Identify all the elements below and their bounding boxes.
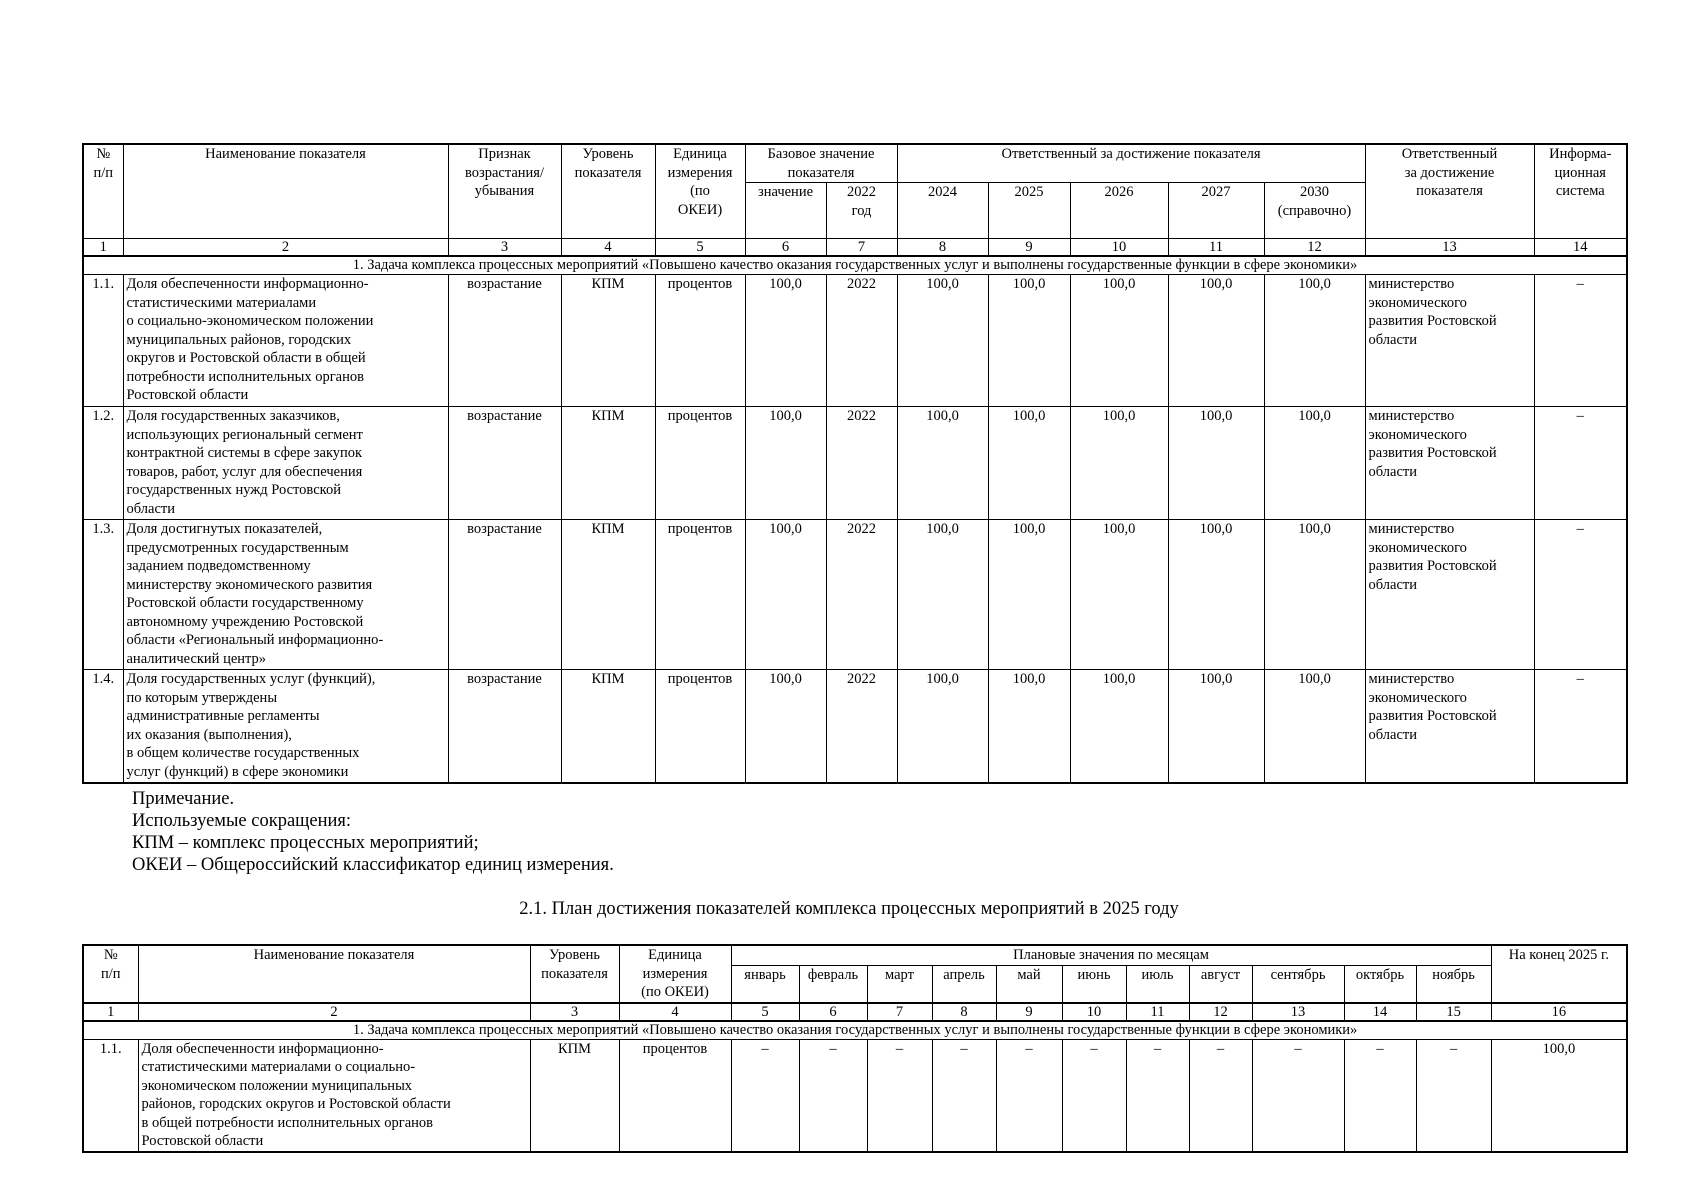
row-value-2026: 100,0	[1070, 670, 1168, 783]
row-value-2026: 100,0	[1070, 407, 1168, 520]
row-infosys: –	[1534, 407, 1627, 520]
row-sign: возрастание	[448, 520, 561, 670]
header-month: июль	[1126, 965, 1189, 1003]
row-base-value: 100,0	[745, 275, 826, 407]
col-number: 1	[83, 1003, 138, 1021]
header-2030: 2030 (справочно)	[1264, 183, 1365, 239]
row-month-value: –	[1344, 1039, 1416, 1152]
col-number: 2	[123, 239, 448, 257]
col-number: 12	[1189, 1003, 1252, 1021]
row-base-value: 100,0	[745, 670, 826, 783]
row-num: 1.1.	[83, 275, 123, 407]
row-sign: возрастание	[448, 275, 561, 407]
col-number: 16	[1491, 1003, 1627, 1021]
row-month-value: –	[1189, 1039, 1252, 1152]
table-row	[83, 1039, 1627, 1152]
col-number: 5	[655, 239, 745, 257]
col-number: 10	[1062, 1003, 1126, 1021]
header-name: Наименование показателя	[123, 144, 448, 239]
table-row	[83, 670, 1627, 783]
row-base-year: 2022	[826, 407, 897, 520]
row-month-value: –	[1252, 1039, 1344, 1152]
row-base-year: 2022	[826, 670, 897, 783]
row-responsible: министерство экономического развития Ростовской области	[1365, 275, 1534, 407]
table-row	[83, 275, 1627, 407]
task-title: 1. Задача комплекса процессных мероприятий «Повышено качество оказания государственных услуг и выполнены государственные функции в сфере экономики»	[83, 1021, 1627, 1040]
row-base-year: 2022	[826, 275, 897, 407]
row-month-value: –	[731, 1039, 799, 1152]
notes-title: Примечание.	[132, 789, 235, 809]
row-num: 1.1.	[83, 1039, 138, 1152]
col-number: 3	[530, 1003, 619, 1021]
col-number: 3	[448, 239, 561, 257]
header-infosys: Информа- ционная система	[1534, 144, 1627, 239]
col-number: 9	[996, 1003, 1062, 1021]
row-value-2024: 100,0	[897, 670, 988, 783]
column-numbers-row	[83, 1003, 1627, 1021]
row-value-2025: 100,0	[988, 520, 1070, 670]
header-base-value: значение	[745, 183, 826, 239]
notes-abbr-title: Используемые сокращения:	[132, 811, 352, 831]
row-month-value: –	[799, 1039, 867, 1152]
header-month: март	[867, 965, 932, 1003]
row-month-value: –	[996, 1039, 1062, 1152]
row-level: КПМ	[530, 1039, 619, 1152]
row-unit: процентов	[655, 407, 745, 520]
row-base-year: 2022	[826, 520, 897, 670]
header-month: ноябрь	[1416, 965, 1491, 1003]
row-num: 1.4.	[83, 670, 123, 783]
header-values-group: Ответственный за достижение показателя	[897, 144, 1365, 183]
row-value-2030: 100,0	[1264, 670, 1365, 783]
header-2027: 2027	[1168, 183, 1264, 239]
row-level: КПМ	[561, 275, 655, 407]
header-unit: Единица измерения (по ОКЕИ)	[655, 144, 745, 239]
task-row	[83, 1021, 1627, 1040]
header-month: апрель	[932, 965, 996, 1003]
row-value-2024: 100,0	[897, 407, 988, 520]
row-num: 1.2.	[83, 407, 123, 520]
row-value-2025: 100,0	[988, 670, 1070, 783]
row-infosys: –	[1534, 520, 1627, 670]
header-sign: Признак возрастания/ убывания	[448, 144, 561, 239]
col-number: 14	[1534, 239, 1627, 257]
col-number: 2	[138, 1003, 530, 1021]
task-row	[83, 256, 1627, 275]
row-sign: возрастание	[448, 407, 561, 520]
header-num: № п/п	[83, 144, 123, 239]
row-month-value: –	[932, 1039, 996, 1152]
header-month: май	[996, 965, 1062, 1003]
row-unit: процентов	[655, 520, 745, 670]
col-number: 7	[826, 239, 897, 257]
notes-okei: ОКЕИ – Общероссийский классификатор единиц измерения.	[132, 855, 614, 875]
header-end-of-year: На конец 2025 г.	[1491, 945, 1627, 1003]
header-2025: 2025	[988, 183, 1070, 239]
header-month: февраль	[799, 965, 867, 1003]
row-responsible: министерство экономического развития Ростовской области	[1365, 407, 1534, 520]
column-numbers-row	[83, 239, 1627, 257]
row-base-value: 100,0	[745, 520, 826, 670]
row-value-2027: 100,0	[1168, 520, 1264, 670]
col-number: 6	[799, 1003, 867, 1021]
row-month-value: –	[867, 1039, 932, 1152]
row-month-value: –	[1062, 1039, 1126, 1152]
col-number: 8	[932, 1003, 996, 1021]
col-number: 8	[897, 239, 988, 257]
header-month: август	[1189, 965, 1252, 1003]
row-value-2030: 100,0	[1264, 407, 1365, 520]
row-value-2026: 100,0	[1070, 520, 1168, 670]
header-responsible: Ответственный за достижение показателя	[1365, 144, 1534, 239]
row-indicator-name: Доля достигнутых показателей, предусмотренных государственным заданием подведомственному министерству экономического развития Ростовской области государственному автономному учреждению Ростовской области «Региональный информационно- аналитический центр»	[123, 520, 448, 670]
section-title: 2.1. План достижения показателей комплекса процессных мероприятий в 2025 году	[519, 899, 1179, 919]
header-2024: 2024	[897, 183, 988, 239]
row-infosys: –	[1534, 670, 1627, 783]
header-num: № п/п	[83, 945, 138, 1003]
row-value-2024: 100,0	[897, 275, 988, 407]
col-number: 11	[1126, 1003, 1189, 1021]
col-number: 14	[1344, 1003, 1416, 1021]
row-indicator-name: Доля государственных услуг (функций), по которым утверждены административные регламенты их оказания (выполнения), в общем количестве государственных услуг (функций) в сфере экономики	[123, 670, 448, 783]
col-number: 4	[619, 1003, 731, 1021]
row-value-2027: 100,0	[1168, 407, 1264, 520]
header-name: Наименование показателя	[138, 945, 530, 1003]
header-month: сентябрь	[1252, 965, 1344, 1003]
row-value-2025: 100,0	[988, 407, 1070, 520]
col-number: 15	[1416, 1003, 1491, 1021]
row-responsible: министерство экономического развития Ростовской области	[1365, 670, 1534, 783]
row-level: КПМ	[561, 407, 655, 520]
row-level: КПМ	[561, 670, 655, 783]
header-month: январь	[731, 965, 799, 1003]
row-month-value: –	[1416, 1039, 1491, 1152]
col-number: 4	[561, 239, 655, 257]
row-unit: процентов	[655, 670, 745, 783]
notes-kpm: КПМ – комплекс процессных мероприятий;	[132, 833, 479, 853]
header-2026: 2026	[1070, 183, 1168, 239]
header-level: Уровень показателя	[561, 144, 655, 239]
row-value-2030: 100,0	[1264, 275, 1365, 407]
row-unit: процентов	[619, 1039, 731, 1152]
row-sign: возрастание	[448, 670, 561, 783]
notes-block	[132, 788, 614, 876]
header-base: Базовое значение показателя	[745, 144, 897, 183]
header-months-group: Плановые значения по месяцам	[731, 945, 1491, 965]
col-number: 9	[988, 239, 1070, 257]
col-number: 11	[1168, 239, 1264, 257]
header-level: Уровень показателя	[530, 945, 619, 1003]
col-number: 1	[83, 239, 123, 257]
row-value-2027: 100,0	[1168, 275, 1264, 407]
header-row-1	[83, 144, 1627, 183]
table-row	[83, 407, 1627, 520]
header-month: октябрь	[1344, 965, 1416, 1003]
row-indicator-name: Доля обеспеченности информационно- статистическими материалами о социально- экономическом положении муниципальных районов, городских округов и Ростовской области в общей потребности исполнительных органов Ростовской области	[138, 1039, 530, 1152]
row-responsible: министерство экономического развития Ростовской области	[1365, 520, 1534, 670]
col-number: 10	[1070, 239, 1168, 257]
header-unit: Единица измерения (по ОКЕИ)	[619, 945, 731, 1003]
row-indicator-name: Доля государственных заказчиков, использующих региональный сегмент контрактной системы в сфере закупок товаров, работ, услуг для обеспечения государственных нужд Ростовской области	[123, 407, 448, 520]
indicators-table	[82, 143, 1628, 784]
header-base-year: 2022 год	[826, 183, 897, 239]
col-number: 5	[731, 1003, 799, 1021]
row-end-value: 100,0	[1491, 1039, 1627, 1152]
row-base-value: 100,0	[745, 407, 826, 520]
header-month: июнь	[1062, 965, 1126, 1003]
col-number: 6	[745, 239, 826, 257]
row-unit: процентов	[655, 275, 745, 407]
row-num: 1.3.	[83, 520, 123, 670]
row-value-2024: 100,0	[897, 520, 988, 670]
monthly-plan-table	[82, 944, 1628, 1153]
col-number: 7	[867, 1003, 932, 1021]
table-row	[83, 520, 1627, 670]
row-value-2026: 100,0	[1070, 275, 1168, 407]
row-indicator-name: Доля обеспеченности информационно- статистическими материалами о социально-экономическом положении муниципальных районов, городских округов и Ростовской области в общей потребности исполнительных органов Ростовской области	[123, 275, 448, 407]
row-value-2027: 100,0	[1168, 670, 1264, 783]
task-title: 1. Задача комплекса процессных мероприятий «Повышено качество оказания государственных услуг и выполнены государственные функции в сфере экономики»	[83, 256, 1627, 275]
header-row-1	[83, 945, 1627, 965]
col-number: 12	[1264, 239, 1365, 257]
row-level: КПМ	[561, 520, 655, 670]
col-number: 13	[1365, 239, 1534, 257]
row-month-value: –	[1126, 1039, 1189, 1152]
col-number: 13	[1252, 1003, 1344, 1021]
row-value-2030: 100,0	[1264, 520, 1365, 670]
row-value-2025: 100,0	[988, 275, 1070, 407]
row-infosys: –	[1534, 275, 1627, 407]
